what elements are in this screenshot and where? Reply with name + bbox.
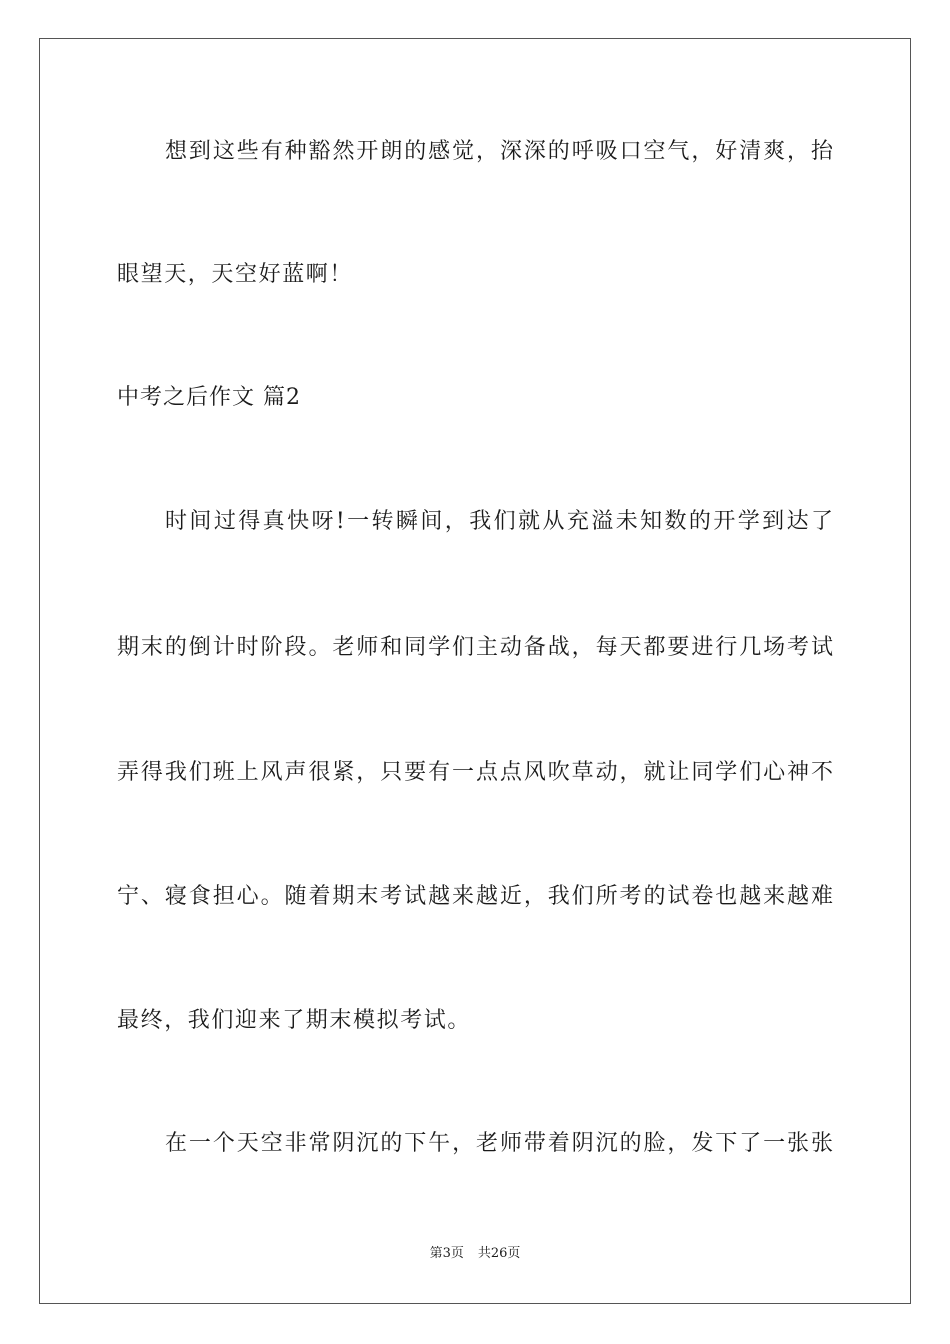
page-number: 第3页 xyxy=(429,1246,464,1261)
paragraph-line-1: 想到这些有种豁然开朗的感觉，深深的呼吸口空气，好清爽，抬 xyxy=(165,139,833,164)
paragraph-line-4: 期末的倒计时阶段。老师和同学们主动备战，每天都要进行几场考试 xyxy=(117,635,833,660)
paragraph-line-5: 弄得我们班上风声很紧，只要有一点点风吹草动，就让同学们心神不 xyxy=(117,760,833,785)
paragraph-line-8: 在一个天空非常阴沉的下午，老师带着阴沉的脸，发下了一张张 xyxy=(165,1131,833,1156)
paragraph-line-2: 眼望天，天空好蓝啊！ xyxy=(117,262,354,287)
page-total: 共26页 xyxy=(477,1246,521,1261)
section-heading: 中考之后作文 篇2 xyxy=(117,385,301,410)
page-footer xyxy=(0,1246,950,1262)
paragraph-line-3: 时间过得真快呀!一转瞬间，我们就从充溢未知数的开学到达了 xyxy=(165,509,833,534)
paragraph-line-6: 宁、寝食担心。随着期末考试越来越近，我们所考的试卷也越来越难 xyxy=(117,884,833,909)
paragraph-line-7: 最终，我们迎来了期末模拟考试。 xyxy=(117,1008,472,1033)
page-border xyxy=(39,38,911,1304)
